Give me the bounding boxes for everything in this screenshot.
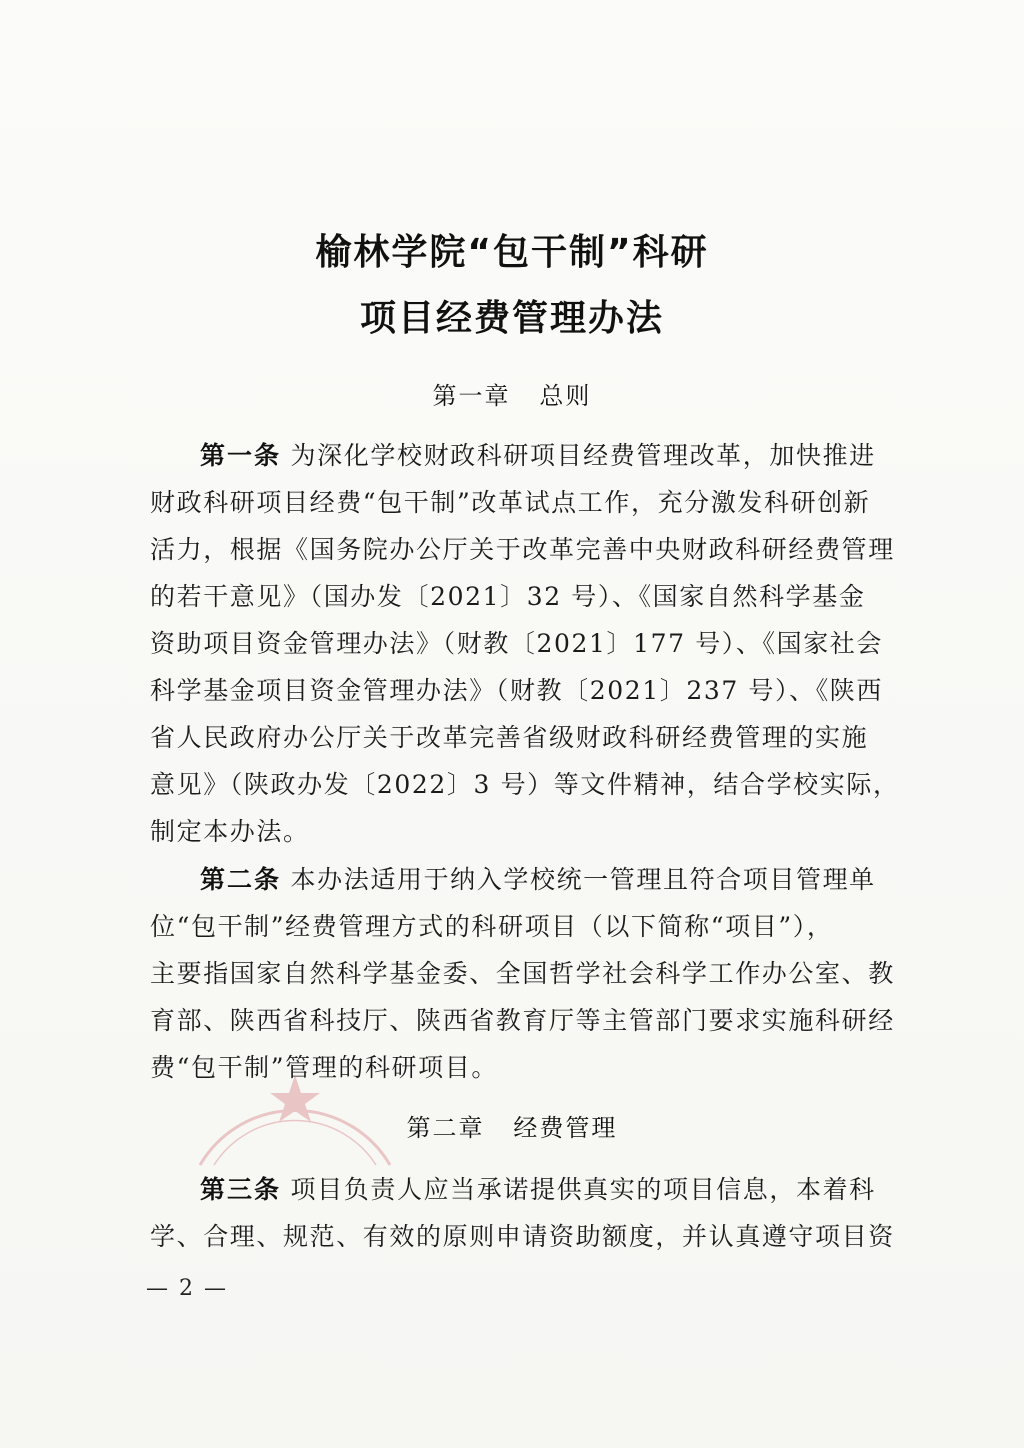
article-1-text-1: 为深化学校财政科研项目经费管理改革，加快推进 [281,441,876,470]
article-1-line-9: 制定本办法。 [150,817,310,846]
chapter-2-heading: 第二章 经费管理 [406,1114,618,1142]
article-1-lead: 第一条 [200,441,282,470]
article-2-line-5: 费“包干制”管理的科研项目。 [150,1053,498,1082]
article-1-line-8: 意见》（陕政办发〔2022〕3 号）等文件精神，结合学校实际， [150,770,900,799]
article-2-lead: 第二条 [200,865,282,894]
article-1-line-5: 资助项目资金管理办法》（财教〔2021〕177 号）、《国家社会 [150,629,883,658]
article-2-text-1: 本办法适用于纳入学校统一管理且符合项目管理单 [281,865,876,894]
article-1-line-2: 财政科研项目经费“包干制”改革试点工作，充分激发科研创新 [150,488,871,517]
article-2-line-4: 育部、陕西省科技厅、陕西省教育厅等主管部门要求实施科研经 [150,1006,895,1035]
article-3-text-1: 项目负责人应当承诺提供真实的项目信息，本着科 [281,1175,876,1204]
article-3-line-2: 学、合理、规范、有效的原则申请资助额度，并认真遵守项目资 [150,1222,895,1251]
article-2-line-1 [200,860,876,896]
official-seal-stamp [180,1015,410,1175]
article-3-lead: 第三条 [200,1175,282,1204]
page-number: — 2 — [146,1276,228,1301]
article-3-line-1 [200,1170,876,1206]
article-1-line-7: 省人民政府办公厅关于改革完善省级财政科研经费管理的实施 [150,723,869,752]
document-title-line-2: 项目经费管理办法 [359,298,664,339]
article-1-line-1 [200,436,876,472]
article-1-line-4: 的若干意见》（国办发〔2021〕32 号）、《国家自然科学基金 [150,582,866,611]
article-2-line-3: 主要指国家自然科学基金委、全国哲学社会科学工作办公室、教 [150,959,895,988]
article-1-line-6: 科学基金项目资金管理办法》（财教〔2021〕237 号）、《陕西 [150,676,883,705]
article-1-line-3: 活力，根据《国务院办公厅关于改革完善中央财政科研经费管理 [150,535,895,564]
chapter-1-heading: 第一章 总则 [432,382,592,410]
article-2-line-2: 位“包干制”经费管理方式的科研项目（以下简称“项目”）， [150,912,834,941]
document-title-line-1: 榆林学院“包干制”科研 [315,232,709,273]
